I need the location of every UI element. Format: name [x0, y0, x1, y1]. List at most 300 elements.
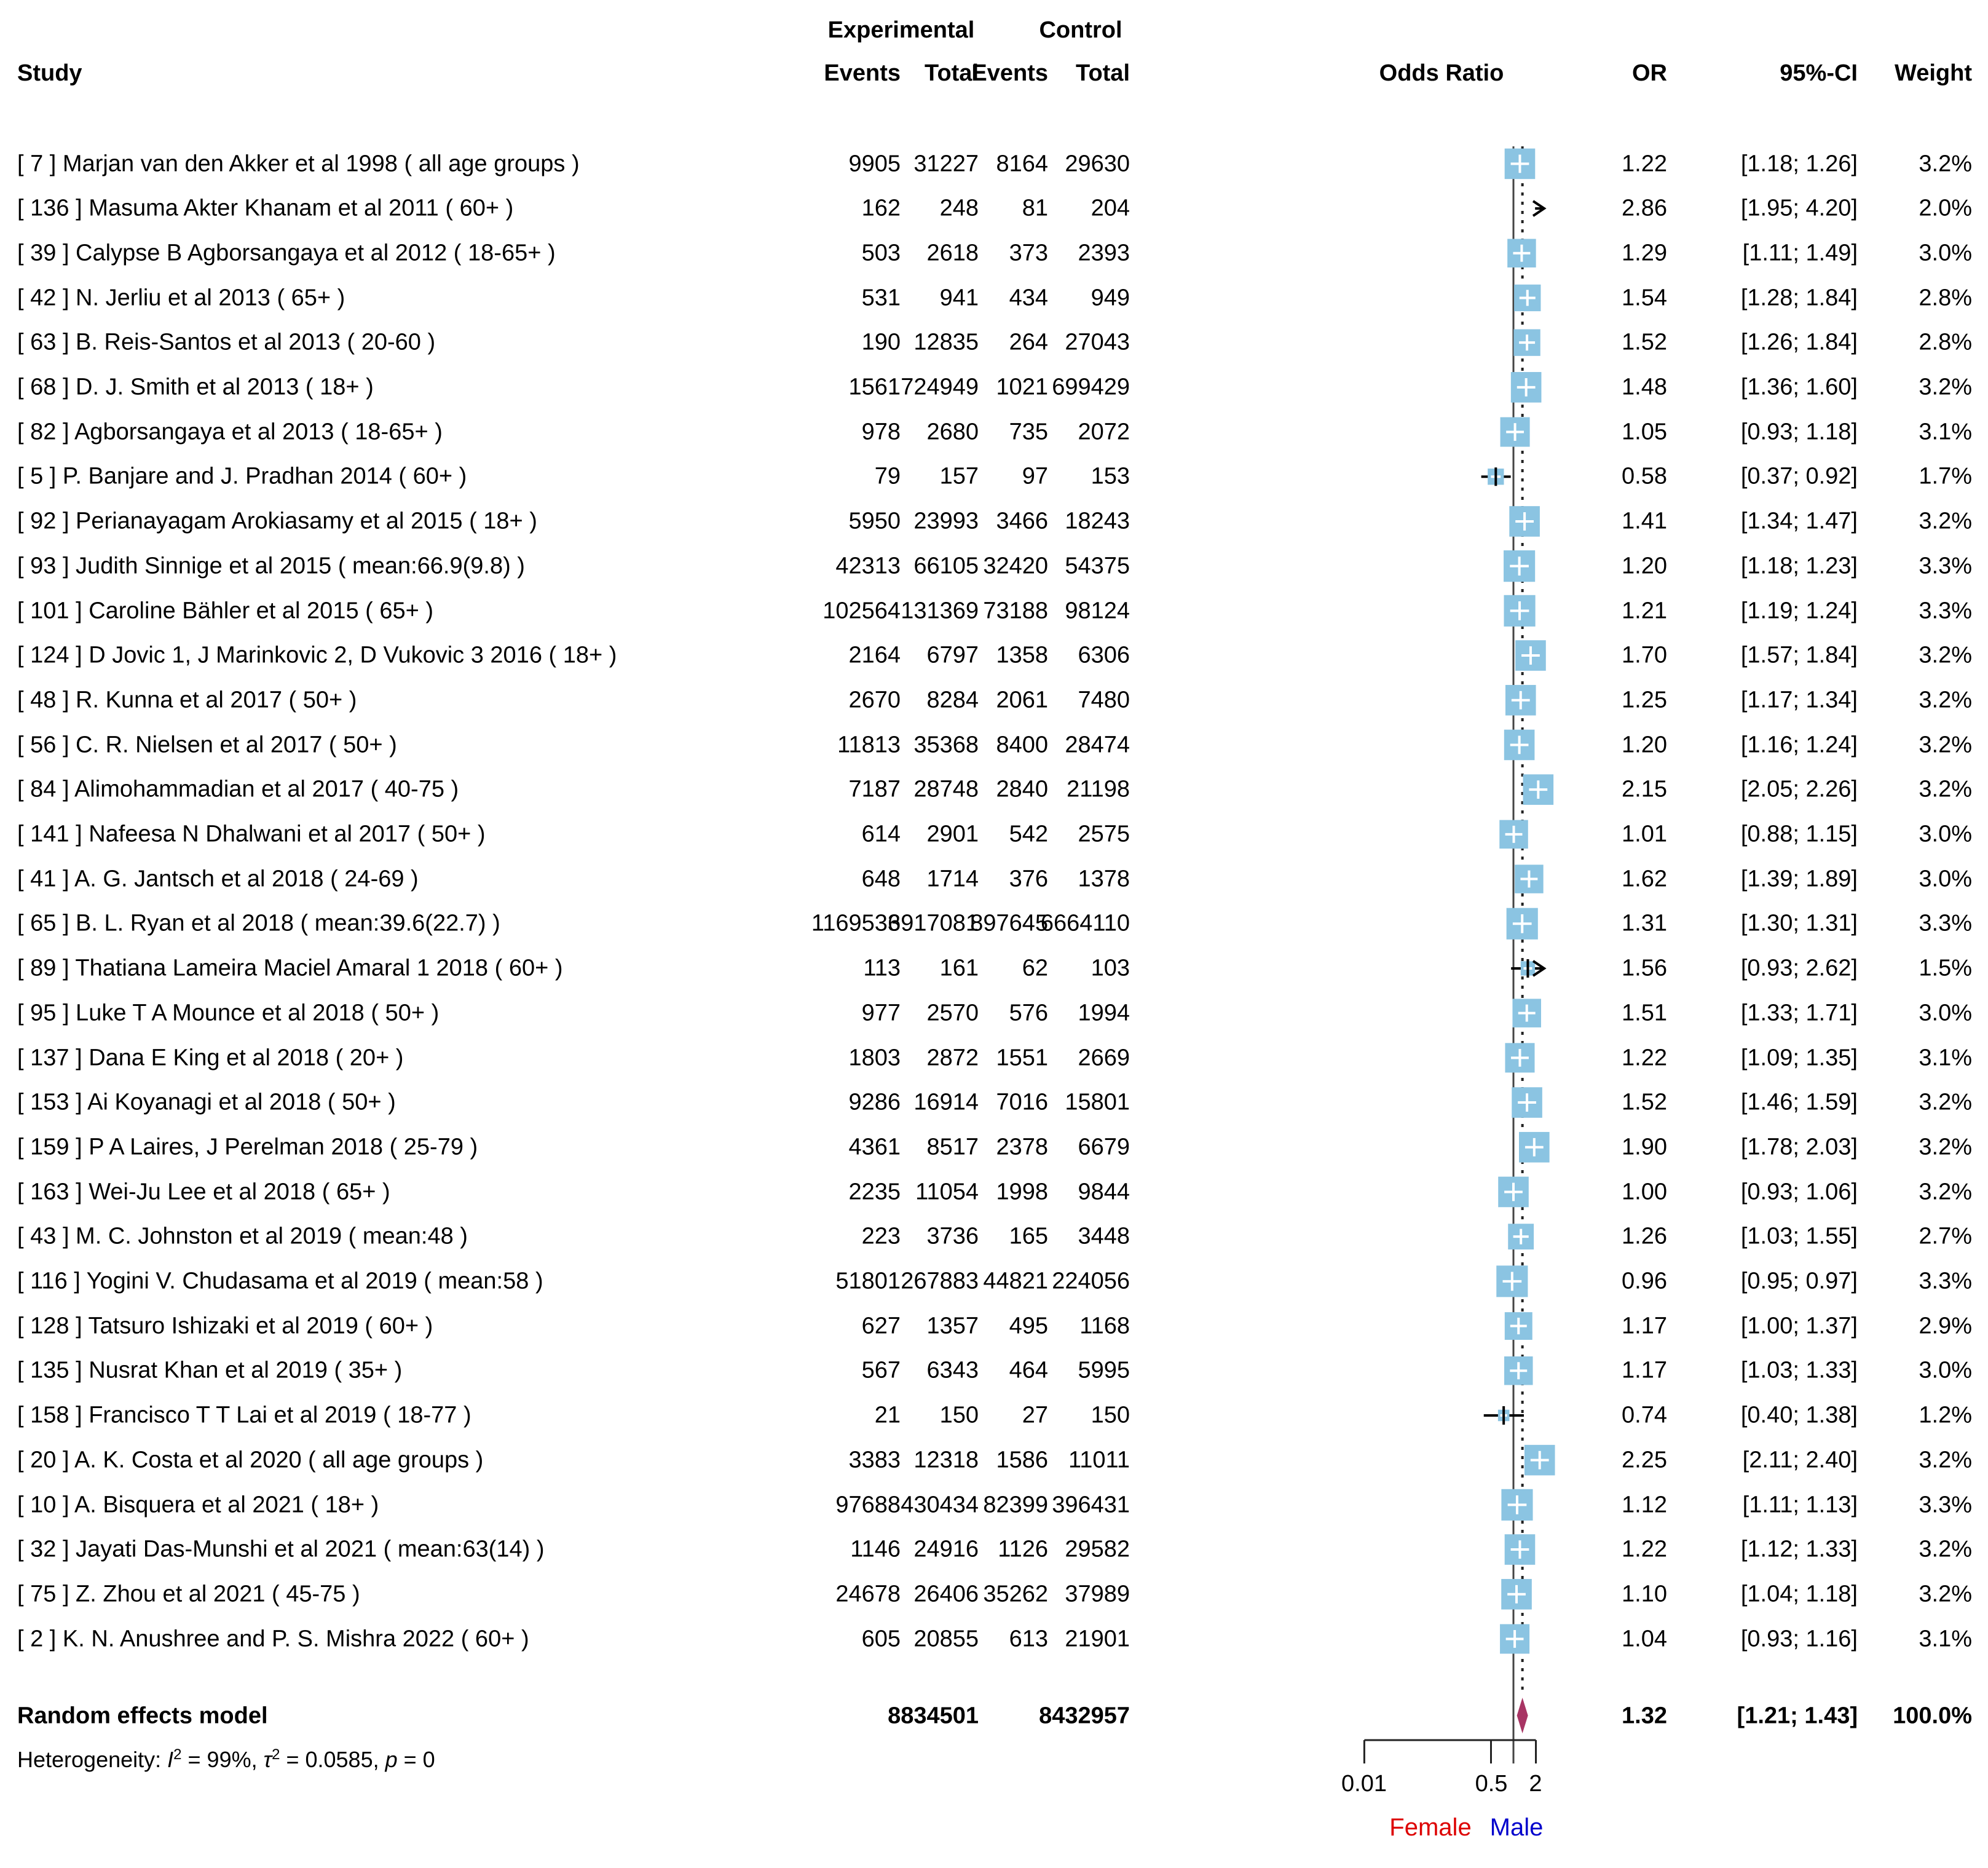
study-row — [0, 1304, 1988, 1348]
weight-value: 3.2% — [1919, 151, 1972, 176]
control-events: 3466 — [996, 508, 1048, 534]
study-label: [ 84 ] Alimohammadian et al 2017 ( 40-75 ) — [17, 776, 459, 802]
control-events: 2061 — [996, 687, 1048, 713]
control-total: 9844 — [1078, 1179, 1130, 1205]
experimental-events: 648 — [861, 866, 901, 892]
or-value: 1.17 — [1622, 1357, 1667, 1383]
summary-total-experimental: 8834501 — [888, 1703, 979, 1728]
axis-tick-label-05: 0.5 — [1475, 1771, 1508, 1797]
control-total: 11011 — [1068, 1447, 1130, 1473]
control-events: 2378 — [996, 1134, 1048, 1160]
control-events: 8400 — [996, 732, 1048, 758]
control-total: 29630 — [1065, 151, 1130, 176]
weight-value: 3.2% — [1919, 732, 1972, 758]
heterogeneity-note — [17, 1746, 435, 1773]
control-events: 27 — [1022, 1402, 1048, 1428]
ci-value: [1.00; 1.37] — [1740, 1313, 1858, 1339]
control-total: 37989 — [1065, 1581, 1130, 1607]
weight-value: 1.7% — [1919, 463, 1972, 489]
weight-value: 3.1% — [1919, 1626, 1972, 1652]
control-events: 7016 — [996, 1089, 1048, 1115]
or-value: 1.26 — [1622, 1223, 1667, 1249]
experimental-events: 51801 — [835, 1268, 901, 1294]
study-row — [0, 991, 1988, 1035]
het-i: I — [167, 1747, 174, 1772]
study-label: [ 63 ] B. Reis-Santos et al 2013 ( 20-60 ) — [17, 329, 436, 355]
study-row — [0, 1035, 1988, 1080]
study-row — [0, 231, 1988, 275]
experimental-total: 2570 — [926, 1000, 979, 1026]
study-label: [ 116 ] Yogini V. Chudasama et al 2019 ( mean:58 ) — [17, 1268, 543, 1294]
weight-value: 3.3% — [1919, 1492, 1972, 1518]
ci-value: [1.34; 1.47] — [1740, 508, 1858, 534]
study-label: [ 124 ] D Jovic 1, J Marinkovic 2, D Vukovic 3 2016 ( 18+ ) — [17, 642, 617, 668]
experimental-events: 531 — [861, 285, 901, 311]
experimental-total: 26406 — [913, 1581, 979, 1607]
or-value: 1.22 — [1622, 1045, 1667, 1071]
study-label: [ 101 ] Caroline Bähler et al 2015 ( 65+ ) — [17, 598, 434, 623]
experimental-events: 9905 — [848, 151, 901, 176]
experimental-events: 1146 — [850, 1536, 901, 1562]
or-value: 1.20 — [1622, 553, 1667, 579]
experimental-total: 2680 — [926, 419, 979, 445]
experimental-events: 24678 — [835, 1581, 901, 1607]
summary-total-control: 8432957 — [1039, 1703, 1130, 1728]
experimental-total: 12835 — [913, 329, 979, 355]
control-total: 1168 — [1079, 1313, 1130, 1339]
weight-value: 3.3% — [1919, 553, 1972, 579]
control-total: 150 — [1091, 1402, 1130, 1428]
or-value: 1.70 — [1622, 642, 1667, 668]
control-events: 82399 — [983, 1492, 1048, 1518]
control-events: 1126 — [998, 1536, 1048, 1562]
col-header-ci: 95%-CI — [1780, 60, 1858, 86]
study-label: [ 39 ] Calypse B Agborsangaya et al 2012 ( 18-65+ ) — [17, 240, 556, 266]
or-value: 0.96 — [1622, 1268, 1667, 1294]
control-total: 15801 — [1065, 1089, 1130, 1115]
study-label: [ 82 ] Agborsangaya et al 2013 ( 18-65+ ) — [17, 419, 443, 445]
experimental-events: 21 — [874, 1402, 901, 1428]
experimental-total: 31227 — [913, 151, 979, 176]
control-total: 2393 — [1078, 240, 1130, 266]
control-total: 699429 — [1052, 374, 1130, 400]
or-value: 1.54 — [1622, 285, 1667, 311]
weight-value: 3.2% — [1919, 776, 1972, 802]
ci-value: [0.37; 0.92] — [1740, 463, 1858, 489]
study-row — [0, 1080, 1988, 1125]
control-total: 18243 — [1065, 508, 1130, 534]
experimental-events: 1169533 — [811, 910, 901, 936]
study-label: [ 135 ] Nusrat Khan et al 2019 ( 35+ ) — [17, 1357, 403, 1383]
weight-value: 3.2% — [1919, 1134, 1972, 1160]
study-label: [ 128 ] Tatsuro Ishizaki et al 2019 ( 60+ ) — [17, 1313, 433, 1339]
col-header-events-control: Events — [971, 60, 1048, 86]
study-label: [ 10 ] A. Bisquera et al 2021 ( 18+ ) — [17, 1492, 379, 1518]
weight-value: 3.0% — [1919, 866, 1972, 892]
study-row — [0, 275, 1988, 320]
ci-value: [1.46; 1.59] — [1740, 1089, 1858, 1115]
control-total: 6306 — [1078, 642, 1130, 668]
experimental-total: 1714 — [926, 866, 979, 892]
control-events: 1998 — [996, 1179, 1048, 1205]
control-events: 373 — [1009, 240, 1048, 266]
control-total: 27043 — [1065, 329, 1130, 355]
study-row — [0, 365, 1988, 410]
ci-value: [1.30; 1.31] — [1740, 910, 1858, 936]
weight-value: 2.8% — [1919, 329, 1972, 355]
or-value: 1.31 — [1622, 910, 1667, 936]
experimental-events: 190 — [861, 329, 901, 355]
weight-value: 3.1% — [1919, 1045, 1972, 1071]
control-total: 204 — [1091, 195, 1130, 221]
control-events: 32420 — [983, 553, 1048, 579]
experimental-total: 161 — [939, 955, 979, 981]
col-header-weight: Weight — [1895, 60, 1972, 86]
study-row — [0, 722, 1988, 767]
experimental-events: 503 — [861, 240, 901, 266]
ci-value: [1.11; 1.49] — [1742, 240, 1858, 266]
ci-value: [1.04; 1.18] — [1740, 1581, 1858, 1607]
weight-value: 1.2% — [1919, 1402, 1972, 1428]
axis-tick-label-001: 0.01 — [1341, 1771, 1387, 1797]
experimental-total: 430434 — [901, 1492, 979, 1518]
ci-value: [0.93; 1.18] — [1740, 419, 1858, 445]
ci-value: [1.18; 1.23] — [1740, 553, 1858, 579]
study-label: [ 20 ] A. K. Costa et al 2020 ( all age groups ) — [17, 1447, 484, 1473]
study-row — [0, 1527, 1988, 1572]
experimental-total: 2901 — [926, 821, 979, 847]
experimental-events: 79 — [874, 463, 901, 489]
control-events: 464 — [1009, 1357, 1048, 1383]
experimental-total: 16914 — [913, 1089, 979, 1115]
experimental-events: 1803 — [848, 1045, 901, 1071]
study-label: [ 141 ] Nafeesa N Dhalwani et al 2017 ( 50+ ) — [17, 821, 486, 847]
experimental-events: 113 — [863, 955, 901, 981]
control-events: 376 — [1009, 866, 1048, 892]
or-value: 1.12 — [1622, 1492, 1667, 1518]
or-value: 1.21 — [1622, 598, 1667, 623]
het-prefix: Heterogeneity: — [17, 1747, 168, 1772]
study-label: [ 92 ] Perianayagam Arokiasamy et al 2015 ( 18+ ) — [17, 508, 537, 534]
study-label: [ 153 ] Ai Koyanagi et al 2018 ( 50+ ) — [17, 1089, 396, 1115]
control-total: 54375 — [1065, 553, 1130, 579]
control-total: 7480 — [1078, 687, 1130, 713]
study-label: [ 7 ] Marjan van den Akker et al 1998 ( all age groups ) — [17, 151, 580, 176]
study-label: [ 93 ] Judith Sinnige et al 2015 ( mean:66.9(9.8) ) — [17, 553, 525, 579]
experimental-events: 97688 — [835, 1492, 901, 1518]
or-value: 1.52 — [1622, 1089, 1667, 1115]
het-mid2: = 0.0585, — [280, 1747, 385, 1772]
study-label: [ 163 ] Wei-Ju Lee et al 2018 ( 65+ ) — [17, 1179, 390, 1205]
weight-value: 3.3% — [1919, 910, 1972, 936]
weight-value: 3.3% — [1919, 1268, 1972, 1294]
study-row — [0, 1214, 1988, 1259]
or-value: 1.22 — [1622, 1536, 1667, 1562]
experimental-events: 5950 — [848, 508, 901, 534]
ci-value: [1.18; 1.26] — [1740, 151, 1858, 176]
study-row — [0, 767, 1988, 812]
study-row — [0, 1617, 1988, 1661]
ci-value: [1.11; 1.13] — [1742, 1492, 1858, 1518]
or-value: 1.41 — [1622, 508, 1667, 534]
ci-value: [2.05; 2.26] — [1740, 776, 1858, 802]
experimental-events: 42313 — [835, 553, 901, 579]
ci-value: [1.16; 1.24] — [1740, 732, 1858, 758]
control-events: 576 — [1009, 1000, 1048, 1026]
study-row — [0, 454, 1988, 499]
experimental-total: 8517 — [926, 1134, 979, 1160]
control-total: 6664110 — [1040, 910, 1130, 936]
axis-left-label-female: Female — [1389, 1814, 1472, 1841]
study-label: [ 32 ] Jayati Das-Munshi et al 2021 ( mean:63(14) ) — [17, 1536, 545, 1562]
study-row — [0, 320, 1988, 365]
control-events: 81 — [1022, 195, 1048, 221]
or-value: 1.90 — [1622, 1134, 1667, 1160]
experimental-events: 2235 — [848, 1179, 901, 1205]
study-label: [ 159 ] P A Laires, J Perelman 2018 ( 25-79 ) — [17, 1134, 478, 1160]
study-label: [ 43 ] M. C. Johnston et al 2019 ( mean:48 ) — [17, 1223, 468, 1249]
experimental-total: 20855 — [913, 1626, 979, 1652]
or-value: 2.86 — [1622, 195, 1667, 221]
control-total: 1994 — [1078, 1000, 1130, 1026]
summary-weight: 100.0% — [1893, 1703, 1972, 1728]
experimental-total: 24916 — [913, 1536, 979, 1562]
weight-value: 3.2% — [1919, 1447, 1972, 1473]
study-row — [0, 410, 1988, 454]
ci-value: [1.36; 1.60] — [1740, 374, 1858, 400]
ci-value: [1.78; 2.03] — [1740, 1134, 1858, 1160]
control-total: 6679 — [1078, 1134, 1130, 1160]
experimental-total: 66105 — [913, 553, 979, 579]
experimental-events: 162 — [861, 195, 901, 221]
control-total: 224056 — [1052, 1268, 1130, 1294]
col-header-events-experimental: Events — [824, 60, 901, 86]
study-row — [0, 1169, 1988, 1214]
summary-label: Random effects model — [17, 1703, 268, 1728]
het-p: p — [385, 1747, 398, 1772]
ci-value: [0.93; 1.06] — [1740, 1179, 1858, 1205]
or-value: 1.62 — [1622, 866, 1667, 892]
control-events: 73188 — [983, 598, 1048, 623]
or-value: 1.05 — [1622, 419, 1667, 445]
control-total: 28474 — [1065, 732, 1130, 758]
col-header-study: Study — [17, 60, 82, 86]
control-events: 542 — [1009, 821, 1048, 847]
experimental-events: 1561 — [848, 374, 901, 400]
weight-value: 3.2% — [1919, 1536, 1972, 1562]
experimental-total: 157 — [939, 463, 979, 489]
ci-value: [1.28; 1.84] — [1740, 285, 1858, 311]
control-total: 1378 — [1078, 866, 1130, 892]
control-events: 97 — [1022, 463, 1048, 489]
weight-value: 3.0% — [1919, 240, 1972, 266]
het-i-sup: 2 — [173, 1746, 182, 1763]
study-row — [0, 1482, 1988, 1527]
experimental-total: 267883 — [901, 1268, 979, 1294]
experimental-total: 23993 — [913, 508, 979, 534]
control-events: 495 — [1009, 1313, 1048, 1339]
experimental-events: 223 — [861, 1223, 901, 1249]
control-events: 613 — [1009, 1626, 1048, 1652]
experimental-events: 7187 — [848, 776, 901, 802]
summary-or: 1.32 — [1622, 1703, 1667, 1728]
or-value: 1.04 — [1622, 1626, 1667, 1652]
control-events: 897645 — [970, 910, 1048, 936]
or-value: 1.56 — [1622, 955, 1667, 981]
control-total: 2072 — [1078, 419, 1130, 445]
ci-value: [0.93; 2.62] — [1740, 955, 1858, 981]
study-row — [0, 901, 1988, 946]
study-row — [0, 141, 1988, 186]
study-label: [ 68 ] D. J. Smith et al 2013 ( 18+ ) — [17, 374, 374, 400]
weight-value: 2.7% — [1919, 1223, 1972, 1249]
experimental-events: 11813 — [837, 732, 901, 758]
control-total: 98124 — [1065, 598, 1130, 623]
col-header-total-control: Total — [1076, 60, 1130, 86]
weight-value: 3.0% — [1919, 821, 1972, 847]
experimental-events: 9286 — [848, 1089, 901, 1115]
study-label: [ 41 ] A. G. Jantsch et al 2018 ( 24-69 ) — [17, 866, 419, 892]
experimental-events: 605 — [861, 1626, 901, 1652]
control-total: 103 — [1091, 955, 1130, 981]
het-mid1: = 99%, — [181, 1747, 264, 1772]
ci-value: [2.11; 2.40] — [1742, 1447, 1858, 1473]
weight-value: 3.2% — [1919, 1089, 1972, 1115]
experimental-events: 2670 — [848, 687, 901, 713]
control-total: 2575 — [1078, 821, 1130, 847]
or-value: 1.10 — [1622, 1581, 1667, 1607]
het-end: = 0 — [397, 1747, 435, 1772]
ci-value: [1.19; 1.24] — [1740, 598, 1858, 623]
weight-value: 1.5% — [1919, 955, 1972, 981]
study-row — [0, 1125, 1988, 1169]
experimental-total: 1357 — [926, 1313, 979, 1339]
weight-value: 2.8% — [1919, 285, 1972, 311]
weight-value: 3.2% — [1919, 1581, 1972, 1607]
ci-value: [1.26; 1.84] — [1740, 329, 1858, 355]
experimental-total: 2872 — [926, 1045, 979, 1071]
experimental-events: 614 — [861, 821, 901, 847]
study-label: [ 5 ] P. Banjare and J. Pradhan 2014 ( 60+ ) — [17, 463, 467, 489]
study-label: [ 2 ] K. N. Anushree and P. S. Mishra 2022 ( 60+ ) — [17, 1626, 529, 1652]
control-total: 5995 — [1078, 1357, 1130, 1383]
ci-value: [1.12; 1.33] — [1740, 1536, 1858, 1562]
weight-value: 3.2% — [1919, 642, 1972, 668]
experimental-events: 3383 — [848, 1447, 901, 1473]
ci-value: [1.95; 4.20] — [1740, 195, 1858, 221]
ci-value: [1.09; 1.35] — [1740, 1045, 1858, 1071]
het-tau: τ — [263, 1747, 272, 1772]
weight-value: 3.2% — [1919, 687, 1972, 713]
control-events: 1021 — [996, 374, 1048, 400]
or-value: 1.17 — [1622, 1313, 1667, 1339]
experimental-events: 567 — [861, 1357, 901, 1383]
experimental-events: 102564 — [822, 598, 901, 623]
or-value: 0.74 — [1622, 1402, 1667, 1428]
control-events: 44821 — [983, 1268, 1048, 1294]
control-events: 1551 — [996, 1045, 1048, 1071]
experimental-total: 3736 — [926, 1223, 979, 1249]
control-total: 396431 — [1052, 1492, 1130, 1518]
or-value: 1.51 — [1622, 1000, 1667, 1026]
experimental-total: 6343 — [926, 1357, 979, 1383]
or-value: 1.25 — [1622, 687, 1667, 713]
study-label: [ 137 ] Dana E King et al 2018 ( 20+ ) — [17, 1045, 404, 1071]
weight-value: 3.1% — [1919, 419, 1972, 445]
weight-value: 3.2% — [1919, 374, 1972, 400]
control-events: 735 — [1009, 419, 1048, 445]
study-row — [0, 186, 1988, 231]
study-row — [0, 678, 1988, 722]
control-total: 21198 — [1067, 776, 1130, 802]
summary-ci: [1.21; 1.43] — [1737, 1703, 1858, 1728]
study-row — [0, 544, 1988, 588]
control-total: 3448 — [1078, 1223, 1130, 1249]
or-value: 1.20 — [1622, 732, 1667, 758]
weight-value: 3.0% — [1919, 1357, 1972, 1383]
control-total: 949 — [1091, 285, 1130, 311]
weight-value: 3.2% — [1919, 508, 1972, 534]
het-tau-sup: 2 — [272, 1746, 280, 1763]
control-total: 21901 — [1065, 1626, 1130, 1652]
study-label: [ 136 ] Masuma Akter Khanam et al 2011 ( 60+ ) — [17, 195, 514, 221]
study-label: [ 65 ] B. L. Ryan et al 2018 ( mean:39.6(22.7) ) — [17, 910, 500, 936]
experimental-events: 627 — [861, 1313, 901, 1339]
or-value: 1.29 — [1622, 240, 1667, 266]
study-label: [ 56 ] C. R. Nielsen et al 2017 ( 50+ ) — [17, 732, 397, 758]
ci-value: [0.93; 1.16] — [1740, 1626, 1858, 1652]
weight-value: 2.9% — [1919, 1313, 1972, 1339]
study-row — [0, 588, 1988, 633]
ci-value: [0.95; 0.97] — [1740, 1268, 1858, 1294]
or-value: 1.48 — [1622, 374, 1667, 400]
experimental-total: 6917081 — [888, 910, 979, 936]
experimental-events: 4361 — [848, 1134, 901, 1160]
ci-value: [1.03; 1.55] — [1740, 1223, 1858, 1249]
or-value: 1.22 — [1622, 151, 1667, 176]
experimental-total: 28748 — [913, 776, 979, 802]
control-events: 264 — [1009, 329, 1048, 355]
experimental-total: 131369 — [901, 598, 979, 623]
experimental-events: 978 — [861, 419, 901, 445]
study-row — [0, 946, 1988, 991]
experimental-total: 35368 — [913, 732, 979, 758]
control-events: 2840 — [996, 776, 1048, 802]
axis-tick-label-2: 2 — [1529, 1771, 1542, 1797]
weight-value: 3.3% — [1919, 598, 1972, 623]
experimental-total: 941 — [939, 285, 979, 311]
experimental-total: 8284 — [926, 687, 979, 713]
control-total: 153 — [1091, 463, 1130, 489]
study-label: [ 89 ] Thatiana Lameira Maciel Amaral 1 2018 ( 60+ ) — [17, 955, 563, 981]
experimental-total: 724949 — [901, 374, 979, 400]
study-row — [0, 1393, 1988, 1438]
col-header-or: OR — [1632, 60, 1667, 86]
experimental-total: 150 — [939, 1402, 979, 1428]
control-total: 2669 — [1078, 1045, 1130, 1071]
or-value: 2.15 — [1622, 776, 1667, 802]
col-header-total-experimental: Total — [925, 60, 979, 86]
study-row — [0, 1259, 1988, 1304]
experimental-total: 12318 — [913, 1447, 979, 1473]
or-value: 1.52 — [1622, 329, 1667, 355]
control-events: 434 — [1009, 285, 1048, 311]
study-row — [0, 1438, 1988, 1482]
study-row — [0, 857, 1988, 901]
weight-value: 3.2% — [1919, 1179, 1972, 1205]
ci-value: [0.40; 1.38] — [1740, 1402, 1858, 1428]
ci-value: [1.17; 1.34] — [1740, 687, 1858, 713]
